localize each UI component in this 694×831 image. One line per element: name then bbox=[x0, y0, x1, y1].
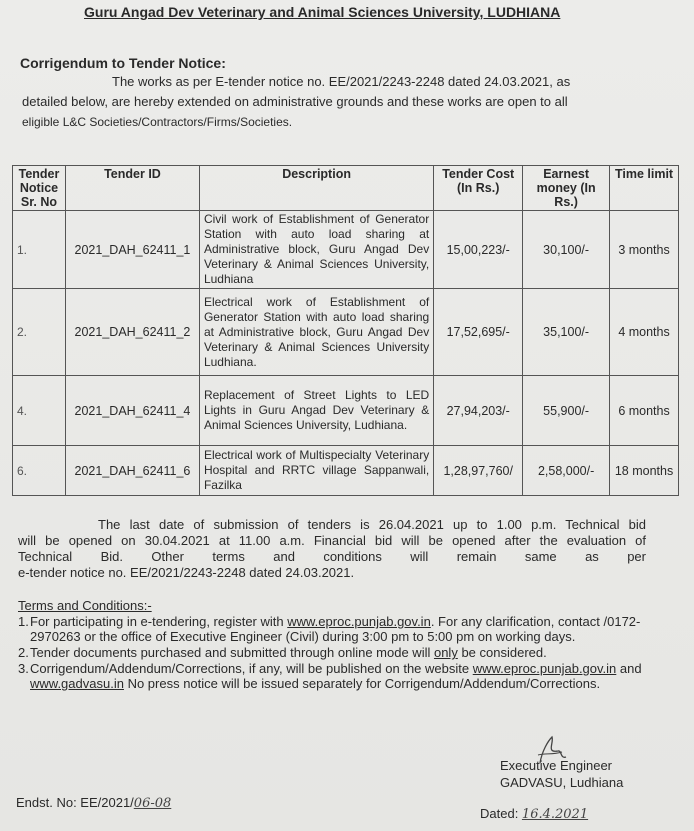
eproc-link[interactable]: www.eproc.punjab.gov.in bbox=[287, 614, 431, 629]
table-header-row bbox=[13, 166, 679, 211]
eproc-link[interactable]: www.eproc.punjab.gov.in bbox=[472, 661, 617, 676]
endorsement-number bbox=[16, 795, 171, 811]
dated-line bbox=[480, 806, 588, 822]
cell-sr: 4. bbox=[13, 376, 66, 446]
cell-earnest: 2,58,000/- bbox=[523, 446, 610, 496]
intro-line: detailed below, are hereby extended on administrative grounds and these works are open to all bbox=[22, 94, 568, 109]
cell-sr: 6. bbox=[13, 446, 66, 496]
signature-designation: Executive Engineer bbox=[500, 758, 613, 773]
table-row bbox=[13, 376, 679, 446]
header-description: Description bbox=[199, 166, 433, 211]
submission-line: e-tender notice no. EE/2021/2243-2248 dated 24.03.2021. bbox=[18, 565, 355, 580]
dated-label: Dated: bbox=[480, 806, 522, 821]
cell-earnest: 55,900/- bbox=[523, 376, 610, 446]
term-text: be considered. bbox=[457, 645, 547, 660]
cell-description: Replacement of Street Lights to LED Lights in Guru Angad Dev Veterinary & Animal Sciences University, Ludhiana. bbox=[199, 376, 433, 446]
corrigendum-heading: Corrigendum to Tender Notice: bbox=[20, 55, 226, 71]
term-number: 1. bbox=[18, 614, 29, 629]
term-emphasis: only bbox=[433, 645, 458, 660]
terms-title: Terms and Conditions:- bbox=[18, 598, 152, 613]
cell-time: 3 months bbox=[610, 211, 679, 289]
term-text: and bbox=[616, 661, 642, 676]
university-title: Guru Angad Dev Veterinary and Animal Sciences University, LUDHIANA bbox=[84, 4, 561, 20]
cell-cost: 27,94,203/- bbox=[434, 376, 523, 446]
cell-tender-id: 2021_DAH_62411_2 bbox=[65, 289, 199, 376]
cell-tender-id: 2021_DAH_62411_1 bbox=[65, 211, 199, 289]
header-earnest: Earnest money (In Rs.) bbox=[523, 166, 610, 211]
header-cost: Tender Cost (In Rs.) bbox=[434, 166, 523, 211]
table-row bbox=[13, 446, 679, 496]
cell-cost: 17,52,695/- bbox=[434, 289, 523, 376]
term-text: For participating in e-tendering, register with bbox=[30, 614, 288, 629]
cell-cost: 1,28,97,760/ bbox=[434, 446, 523, 496]
cell-description: Civil work of Establishment of Generator Station with auto load sharing at Administrative block, Guru Angad Dev Veterinary & Animal Sciences University, Ludhiana bbox=[199, 211, 433, 289]
term-text: No press notice will be issued separately for Corrigendum/Addendum/Corrections. bbox=[123, 676, 601, 691]
signature-block bbox=[500, 757, 623, 791]
term-text: Corrigendum/Addendum/Corrections, if any, will be published on the website bbox=[30, 661, 473, 676]
dated-handwritten: 16.4.2021 bbox=[521, 807, 589, 822]
cell-description: Electrical work of Multispecialty Veterinary Hospital and RRTC village Sappanwali, Fazilka bbox=[199, 446, 433, 496]
term-text: Tender documents purchased and submitted through online mode will bbox=[30, 645, 434, 660]
endst-handwritten: 06-08 bbox=[133, 796, 172, 811]
cell-earnest: 30,100/- bbox=[523, 211, 610, 289]
cell-tender-id: 2021_DAH_62411_6 bbox=[65, 446, 199, 496]
cell-earnest: 35,100/- bbox=[523, 289, 610, 376]
intro-paragraph bbox=[22, 72, 662, 132]
term-item bbox=[18, 661, 648, 691]
intro-line: The works as per E-tender notice no. EE/2021/2243-2248 dated 24.03.2021, as bbox=[112, 74, 571, 89]
table-row bbox=[13, 289, 679, 376]
cell-sr: 2. bbox=[13, 289, 66, 376]
term-item bbox=[18, 614, 648, 644]
cell-tender-id: 2021_DAH_62411_4 bbox=[65, 376, 199, 446]
header-sr: Tender Notice Sr. No bbox=[13, 166, 66, 211]
cell-description: Electrical work of Establishment of Generator Station with auto load sharing at Administrative block, Guru Angad Dev Veterinary & Animal Sciences University Ludhiana. bbox=[199, 289, 433, 376]
submission-paragraph bbox=[18, 517, 646, 581]
cell-time: 4 months bbox=[610, 289, 679, 376]
term-number: 3. bbox=[18, 661, 29, 676]
header-time: Time limit bbox=[610, 166, 679, 211]
term-item bbox=[18, 645, 648, 660]
endst-label: Endst. No: EE/2021/ bbox=[16, 795, 134, 810]
term-number: 2. bbox=[18, 645, 29, 660]
cell-time: 18 months bbox=[610, 446, 679, 496]
cell-cost: 15,00,223/- bbox=[434, 211, 523, 289]
signature-org: GADVASU, Ludhiana bbox=[500, 775, 624, 790]
terms-list bbox=[18, 614, 648, 691]
cell-sr: 1. bbox=[13, 211, 66, 289]
term-text: . For any clarification, contact /0172-2970263 or the office of Executive Engineer (Civil) during 3:00 pm to 5:00 pm on working days. bbox=[30, 614, 641, 644]
cell-time: 6 months bbox=[610, 376, 679, 446]
gadvasu-link[interactable]: www.gadvasu.in bbox=[30, 676, 124, 691]
tender-table bbox=[12, 165, 679, 496]
table-row bbox=[13, 211, 679, 289]
submission-line: will be opened on 30.04.2021 at 11.00 a.m. Financial bid will be opened after the evaluation of bbox=[18, 533, 646, 548]
submission-line: The last date of submission of tenders is 26.04.2021 up to 1.00 p.m. Technical bid bbox=[98, 517, 646, 532]
header-tender-id: Tender ID bbox=[65, 166, 199, 211]
submission-line: Technical Bid. Other terms and conditions will remain same as per bbox=[18, 549, 646, 564]
intro-line: eligible L&C Societies/Contractors/Firms/Societies. bbox=[22, 115, 293, 129]
